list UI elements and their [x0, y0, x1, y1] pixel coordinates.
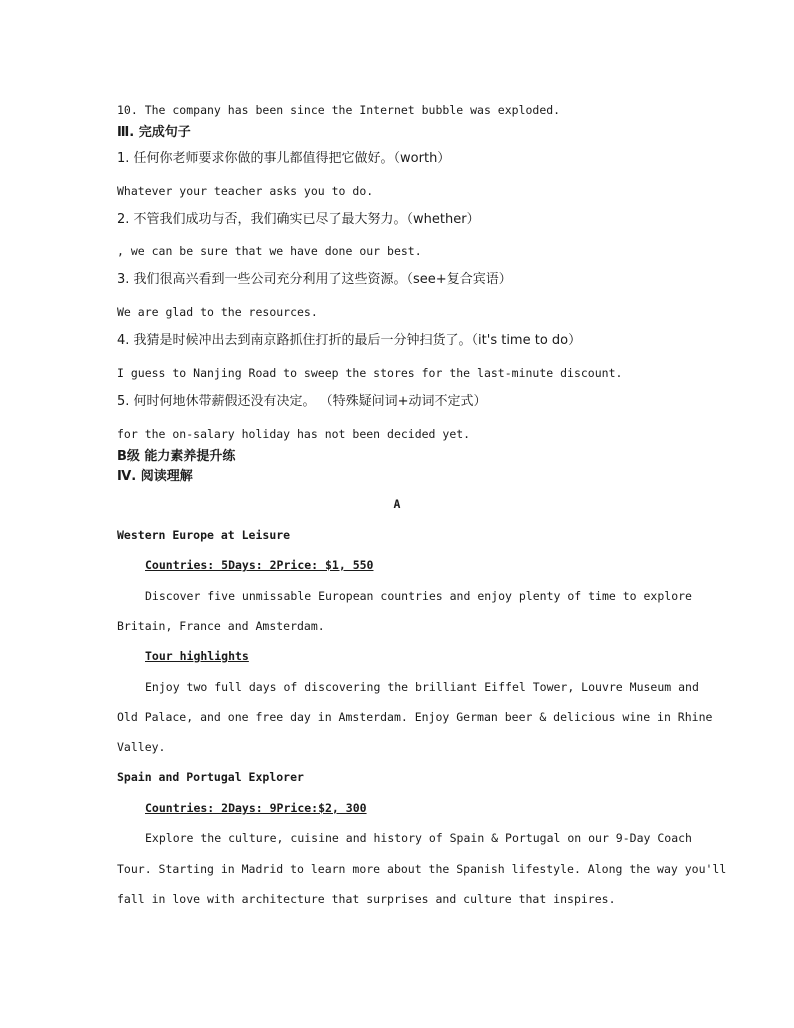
question-10: 10. The company has been since the Internet bubble was exploded.: [117, 103, 561, 117]
sentence-1-answer: Whatever your teacher asks you to do.: [117, 184, 374, 198]
tour-1-meta: Countries: 5Days: 2Price: $1, 550: [145, 558, 374, 572]
tour-1-highlights-line-2: Old Palace, and one free day in Amsterdam. Enjoy German beer & delicious wine in Rhine: [117, 710, 713, 724]
tour-1-desc-line-2: Britain, France and Amsterdam.: [117, 619, 325, 633]
sentence-5-prompt: 5. 何时何地休带薪假还没有决定。 （特殊疑问词+动词不定式）: [117, 394, 487, 409]
sentence-3-answer: We are glad to the resources.: [117, 305, 318, 319]
tour-1-desc-line-1: Discover five unmissable European countries and enjoy plenty of time to explore: [145, 589, 692, 603]
level-b-heading: B级 能力素养提升练: [117, 449, 236, 464]
tour-2-desc-line-3: fall in love with architecture that surprises and culture that inspires.: [117, 892, 616, 906]
section-4-heading: Ⅳ. 阅读理解: [117, 469, 193, 484]
sentence-2-prompt: 2. 不管我们成功与否，我们确实已尽了最大努力。（whether）: [117, 212, 480, 227]
sentence-1-prompt: 1. 任何你老师要求你做的事儿都值得把它做好。（worth）: [117, 151, 451, 166]
tour-1-highlights-label: Tour highlights: [145, 649, 249, 663]
tour-2-desc-line-1: Explore the culture, cuisine and history of Spain & Portugal on our 9-Day Coach: [145, 831, 692, 845]
sentence-4-answer: I guess to Nanjing Road to sweep the stores for the last-minute discount.: [117, 366, 623, 380]
section-3-heading: Ⅲ. 完成句子: [117, 125, 191, 140]
tour-1-highlights-line-1: Enjoy two full days of discovering the brilliant Eiffel Tower, Louvre Museum and: [145, 680, 699, 694]
passage-label: A: [393, 497, 401, 511]
tour-2-meta: Countries: 2Days: 9Price:$2, 300: [145, 801, 367, 815]
sentence-3-prompt: 3. 我们很高兴看到一些公司充分利用了这些资源。（see+复合宾语）: [117, 272, 512, 287]
sentence-2-answer: , we can be sure that we have done our best.: [117, 244, 422, 258]
tour-1-title: Western Europe at Leisure: [117, 528, 291, 542]
tour-2-title: Spain and Portugal Explorer: [117, 770, 304, 784]
sentence-4-prompt: 4. 我猜是时候冲出去到南京路抓住打折的最后一分钟扫货了。（it's time to do）: [117, 333, 582, 348]
tour-2-desc-line-2: Tour. Starting in Madrid to learn more about the Spanish lifestyle. Along the way you'll: [117, 862, 727, 876]
sentence-5-answer: for the on-salary holiday has not been decided yet.: [117, 427, 471, 441]
tour-1-highlights-line-3: Valley.: [117, 740, 166, 754]
